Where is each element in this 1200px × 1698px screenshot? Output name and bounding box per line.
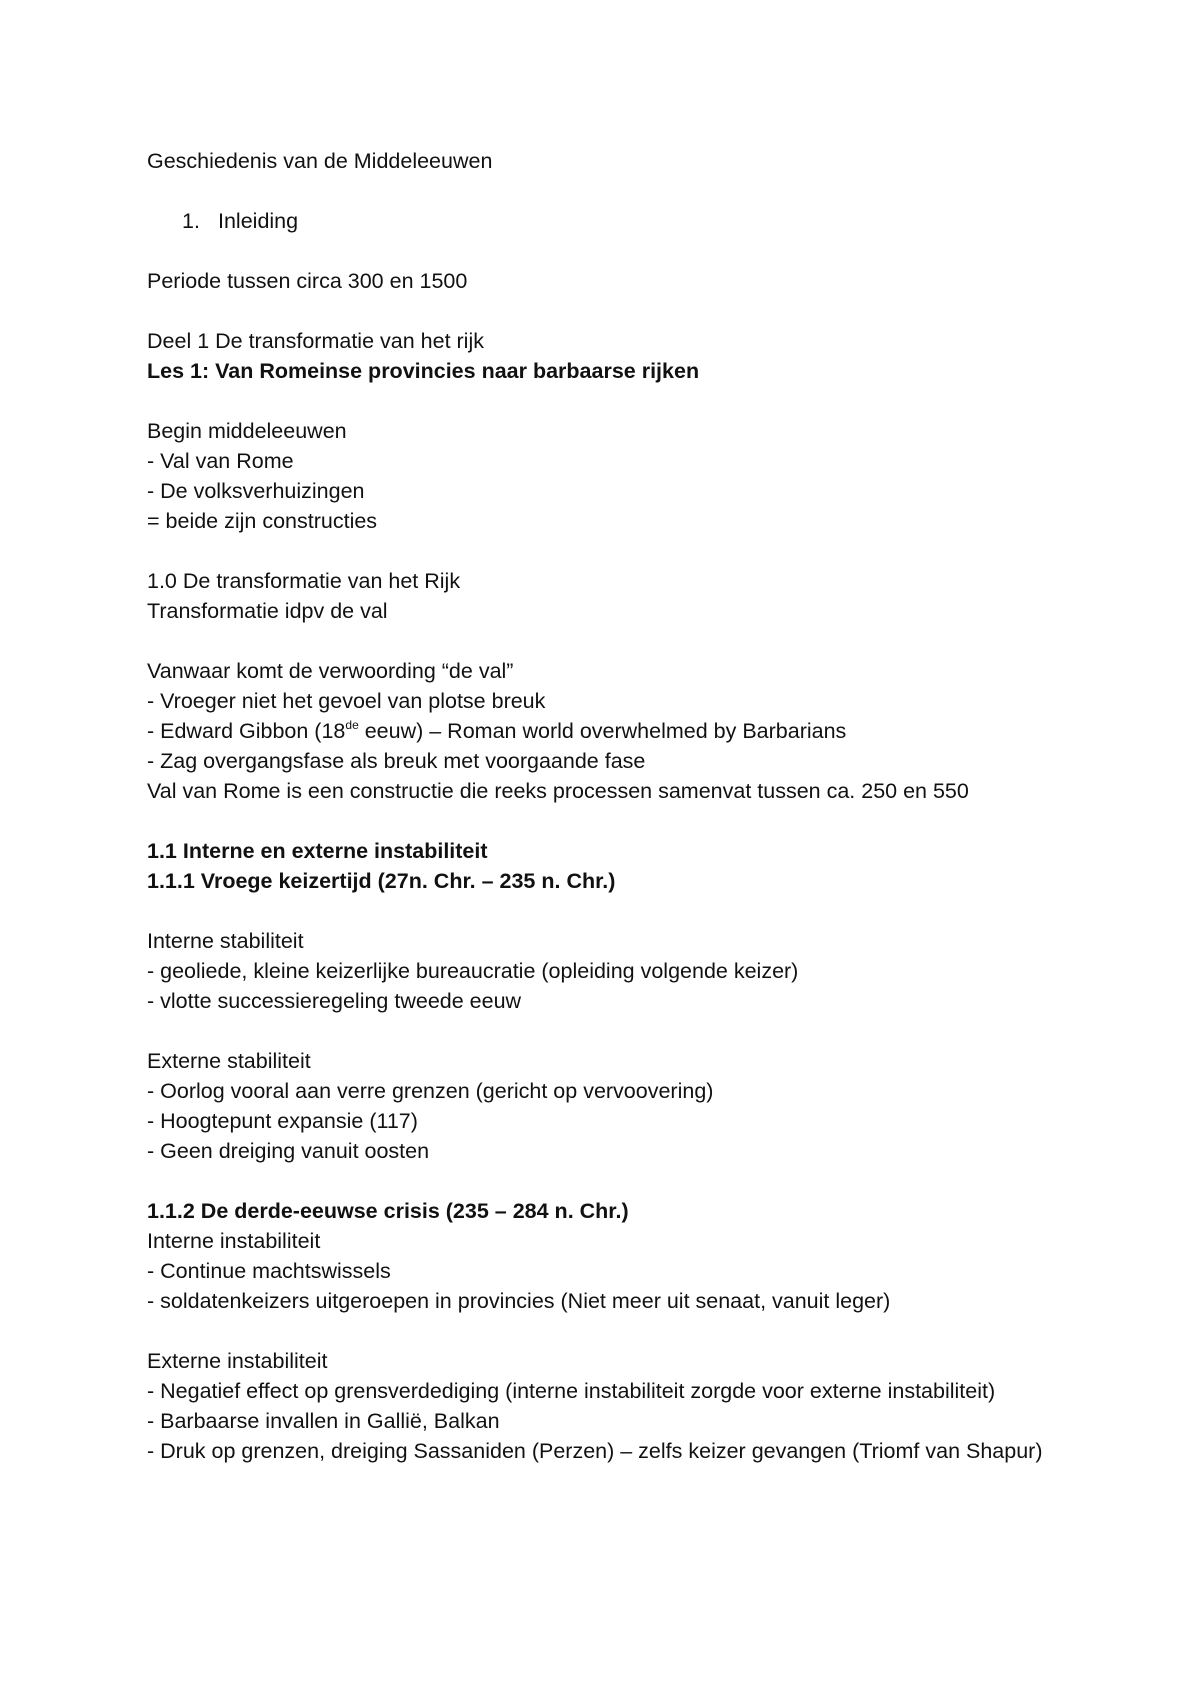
period-text: Periode tussen circa 300 en 1500 [147, 269, 468, 293]
lesson-heading: Les 1: Van Romeinse provincies naar barbaarse rijken [147, 359, 700, 383]
section-1-1-1-heading: 1.1.1 Vroege keizertijd (27n. Chr. – 235 n. Chr.) [147, 869, 616, 893]
list-item: - geoliede, kleine keizerlijke bureaucratie (opleiding volgende keizer) [147, 959, 799, 983]
section-heading-inleiding [147, 206, 1107, 236]
begin-heading: Begin middeleeuwen [147, 419, 347, 443]
interne-stabiliteit-heading: Interne stabiliteit [147, 929, 304, 953]
list-item: - soldatenkeizers uitgeroepen in provincies (Niet meer uit senaat, vanuit leger) [147, 1289, 891, 1313]
section-1-0-subtitle: Transformatie idpv de val [147, 599, 388, 623]
list-item-gibbon [147, 716, 1107, 746]
section-1-1-2-heading: 1.1.2 De derde-eeuwse crisis (235 – 284 n. Chr.) [147, 1199, 629, 1223]
list-item: - Druk op grenzen, dreiging Sassaniden (Perzen) – zelfs keizer gevangen (Triomf van Shapur) [147, 1439, 1043, 1463]
gibbon-text-start: - Edward Gibbon (18 [147, 719, 346, 743]
section-1-0-heading: 1.0 De transformatie van het Rijk [147, 569, 461, 593]
gibbon-text-end: eeuw) – Roman world overwhelmed by Barbarians [358, 719, 847, 743]
externe-instabiliteit-heading: Externe instabiliteit [147, 1349, 328, 1373]
document-page [147, 146, 1107, 1466]
begin-note: = beide zijn constructies [147, 509, 378, 533]
section-1-1-heading: 1.1 Interne en externe instabiliteit [147, 839, 488, 863]
interne-instabiliteit-heading: Interne instabiliteit [147, 1229, 321, 1253]
list-item: - Val van Rome [147, 449, 294, 473]
list-item: - vlotte successieregeling tweede eeuw [147, 989, 522, 1013]
section-heading-label: Inleiding [218, 209, 299, 233]
summary-text: Val van Rome is een constructie die reeks processen samenvat tussen ca. 250 en 550 [147, 779, 969, 803]
list-item: - Continue machtswissels [147, 1259, 391, 1283]
list-item: - Geen dreiging vanuit oosten [147, 1139, 430, 1163]
vanwaar-heading: Vanwaar komt de verwoording “de val” [147, 659, 514, 683]
list-item: - Vroeger niet het gevoel van plotse breuk [147, 689, 546, 713]
list-item: - Negatief effect op grensverdediging (interne instabiliteit zorgde voor externe instabiliteit) [147, 1379, 996, 1403]
list-item: - De volksverhuizingen [147, 479, 365, 503]
list-item: - Hoogtepunt expansie (117) [147, 1109, 418, 1133]
gibbon-superscript: de [345, 718, 359, 732]
document-title: Geschiedenis van de Middeleeuwen [147, 149, 493, 173]
list-number: 1. [182, 209, 200, 233]
list-item: - Barbaarse invallen in Gallië, Balkan [147, 1409, 500, 1433]
part-title: Deel 1 De transformatie van het rijk [147, 329, 484, 353]
externe-stabiliteit-heading: Externe stabiliteit [147, 1049, 311, 1073]
list-item: - Zag overgangsfase als breuk met voorgaande fase [147, 749, 646, 773]
list-item: - Oorlog vooral aan verre grenzen (gericht op vervoovering) [147, 1079, 714, 1103]
